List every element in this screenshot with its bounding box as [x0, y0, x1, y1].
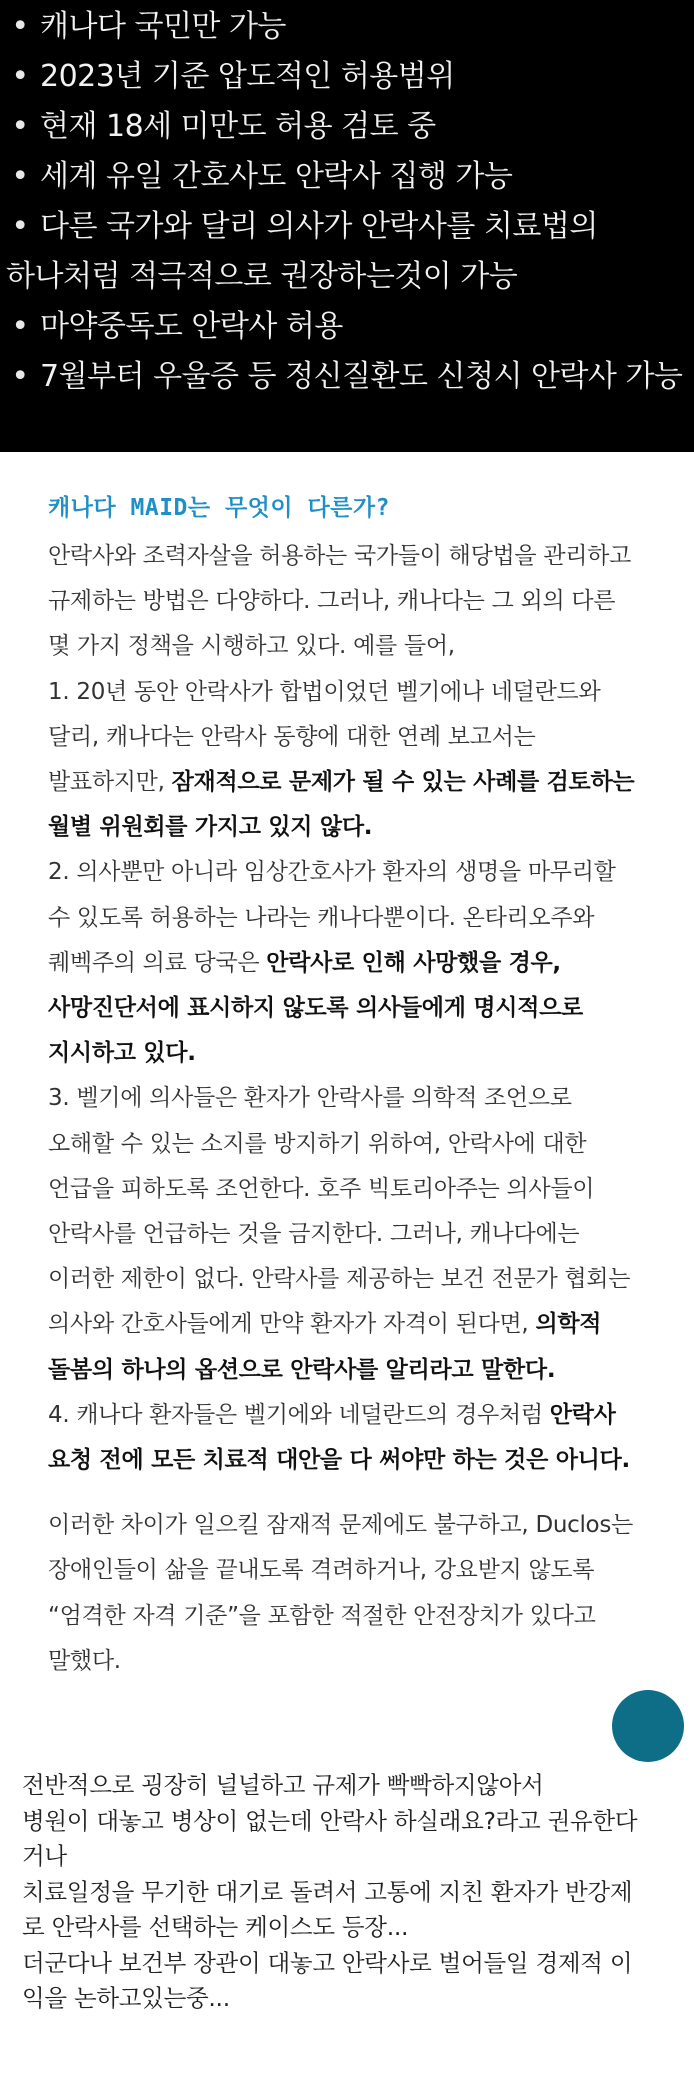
article-line [48, 760, 658, 805]
comment-line: 로 안락사를 선택하는 케이스도 등장... [22, 1913, 409, 1941]
list-item [0, 302, 343, 352]
plain-text: 4. 캐나다 환자들은 벨기에와 네덜란드의 경우처럼 [48, 1401, 550, 1428]
article-line [48, 1302, 658, 1347]
list-item-text: 세계 유일 간호사도 안락사 집행 가능 [40, 159, 513, 194]
bold-text: 사망진단서에 표시하지 않도록 의사들에게 명시적으로 [48, 995, 583, 1022]
bullet-icon: • [11, 109, 29, 144]
article-line: 수 있도록 허용하는 나라는 캐나다뿐이다. 온타리오주와 [48, 904, 595, 931]
bold-text: 의학적 [535, 1311, 602, 1338]
bullet-icon: • [11, 359, 29, 394]
comment-text [22, 1768, 682, 2017]
bold-text: 돌봄의 하나의 옵션으로 안락사를 알리라고 말한다. [48, 1356, 556, 1383]
paragraph-gap [48, 1483, 658, 1503]
bullet-list-panel [0, 0, 694, 452]
list-item-continuation [6, 252, 517, 302]
article-line: 장애인들이 삶을 끝내도록 격려하거나, 강요받지 않도록 [48, 1557, 595, 1584]
article-line: “엄격한 자격 기준”을 포함한 적절한 안전장치가 있다고 [48, 1602, 596, 1629]
list-item-text: 하나처럼 적극적으로 권장하는것이 가능 [6, 259, 518, 294]
article-line: 이러한 차이가 일으킬 잠재적 문제에도 불구하고, Duclos는 [48, 1512, 633, 1539]
article-line: 규제하는 방법은 다양하다. 그러나, 캐나다는 그 외의 다른 [48, 588, 616, 615]
list-item [0, 202, 598, 252]
article-line [48, 1438, 658, 1483]
article-line: 3. 벨기에 의사들은 환자가 안락사를 의학적 조언으로 [48, 1085, 572, 1112]
list-item-text: 2023년 기준 압도적인 허용범위 [40, 59, 455, 94]
article-line: 말했다. [48, 1647, 121, 1674]
list-item-text: 캐나다 국민만 가능 [40, 9, 286, 44]
list-item [0, 152, 512, 202]
article-excerpt [48, 488, 658, 1684]
article-line: 몇 가지 정책을 시행하고 있다. 예를 들어, [48, 633, 455, 660]
article-line [48, 1348, 658, 1393]
article-line: 2. 의사뿐만 아니라 임상간호사가 환자의 생명을 마무리할 [48, 859, 616, 886]
article-line [48, 1393, 658, 1438]
plain-text: 퀘벡주의 의료 당국은 [48, 949, 267, 976]
comment-line: 거나 [22, 1842, 67, 1870]
list-item [0, 102, 436, 152]
bullet-icon: • [11, 159, 29, 194]
list-item [0, 52, 455, 102]
article-line: 언급을 피하도록 조언한다. 호주 빅토리아주는 의사들이 [48, 1175, 595, 1202]
article-line [48, 941, 658, 986]
bold-text: 잠재적으로 문제가 될 수 있는 사례를 검토하는 [171, 769, 635, 796]
comment-line: 익을 논하고있는중... [22, 1984, 230, 2012]
bullet-icon: • [11, 309, 29, 344]
comment-line: 병원이 대놓고 병상이 없는데 안락사 하실래요?라고 권유한다 [22, 1806, 638, 1835]
list-item-text: 다른 국가와 달리 의사가 안락사를 치료법의 [40, 209, 598, 244]
plain-text: 의사와 간호사들에게 만약 환자가 자격이 된다면, [48, 1311, 536, 1338]
list-item-text: 현재 18세 미만도 허용 검토 중 [40, 109, 436, 144]
list-item-text: 7월부터 우울증 등 정신질환도 신청시 안락사 가능 [40, 359, 683, 394]
article-line [48, 805, 658, 850]
bullet-icon: • [11, 9, 29, 44]
article-line [48, 986, 658, 1031]
article-line: 이러한 제한이 없다. 안락사를 제공하는 보건 전문가 협회는 [48, 1266, 631, 1293]
floating-circle-button[interactable] [612, 1690, 684, 1762]
bold-text: 요청 전에 모든 치료적 대안을 다 써야만 하는 것은 아니다. [48, 1447, 630, 1474]
article-line: 오해할 수 있는 소지를 방지하기 위하여, 안락사에 대한 [48, 1130, 587, 1157]
article-line: 1. 20년 동안 안락사가 합법이었던 벨기에나 네덜란드와 [48, 678, 601, 705]
plain-text: 발표하지만, [48, 769, 172, 796]
article-title: 캐나다 MAID는 무엇이 다른가? [48, 495, 390, 521]
article-line: 달리, 캐나다는 안락사 동향에 대한 연례 보고서는 [48, 723, 536, 750]
bold-text: 안락사로 인해 사망했을 경우, [266, 949, 561, 976]
bullet-icon: • [11, 59, 29, 94]
list-item-text: 마약중독도 안락사 허용 [40, 309, 343, 344]
bold-text: 지시하고 있다. [48, 1040, 196, 1067]
article-line: 안락사와 조력자살을 허용하는 국가들이 해당법을 관리하고 [48, 543, 632, 569]
comment-line: 전반적으로 굉장히 널널하고 규제가 빡빡하지않아서 [22, 1771, 544, 1799]
list-item [0, 352, 682, 402]
bold-text: 월별 위원회를 가지고 있지 않다. [48, 814, 373, 841]
article-line: 안락사를 언급하는 것을 금지한다. 그러나, 캐나다에는 [48, 1221, 580, 1248]
article-line [48, 1031, 658, 1076]
list-item [0, 2, 286, 52]
comment-line: 더군다나 보건부 장관이 대놓고 안락사로 벌어들일 경제적 이 [22, 1948, 633, 1977]
bullet-icon: • [11, 209, 29, 244]
comment-line: 치료일정을 무기한 대기로 돌려서 고통에 지친 환자가 반강제 [22, 1877, 633, 1906]
bold-text: 안락사 [549, 1401, 616, 1428]
